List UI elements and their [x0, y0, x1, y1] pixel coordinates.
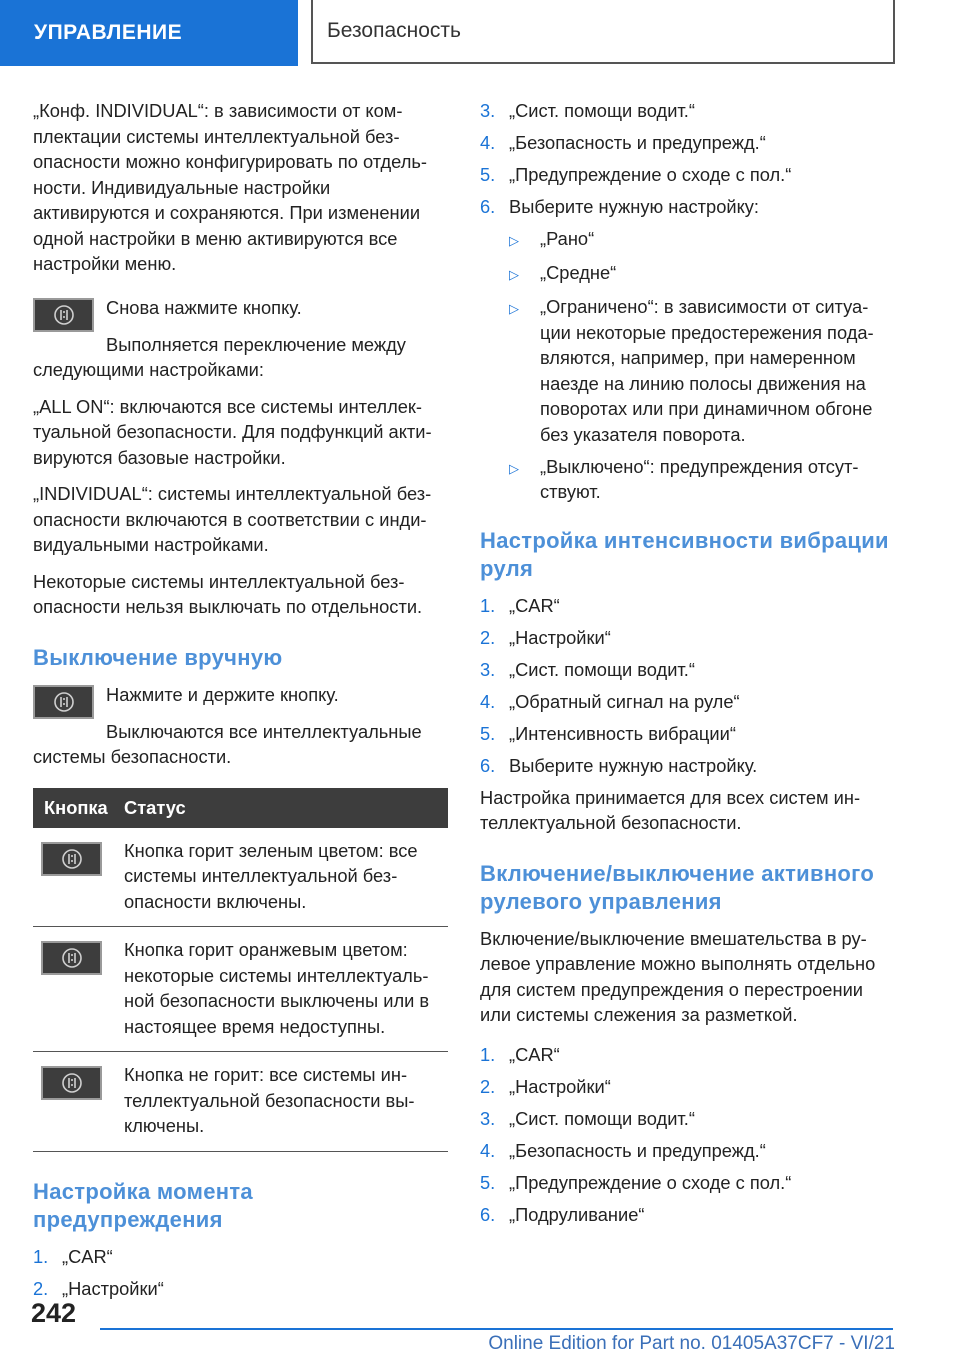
list-item: 2. „Настройки“	[480, 1075, 611, 1097]
triangle-bullet-icon: ▷	[509, 301, 519, 316]
bullet-item: ▷ „Средне“	[480, 260, 898, 288]
status-table	[33, 788, 448, 1152]
list-item: 1. „CAR“	[33, 1245, 113, 1267]
list-item: 3. „Сист. помощи водит.“	[480, 100, 695, 121]
list-item: 4. „Безопасность и предупрежд.“	[480, 1139, 766, 1161]
table-row	[33, 828, 448, 927]
right-column	[480, 98, 898, 1234]
list-item: 5. „Интенсивность вибрации“	[480, 722, 736, 744]
status-cell: Кнопка горит зеленым цветом: все системы интеллектуальной без-опасности включены.	[124, 828, 448, 927]
steering-heading: Включение/выключение активного рулевого управления	[480, 860, 875, 914]
list-item: 5. „Предупреждение о сходе с пол.“	[480, 1171, 792, 1193]
manual-off-heading: Выключение вручную	[33, 644, 283, 670]
list-item: 2. „Настройки“	[33, 1277, 164, 1299]
all-off-text: Выключаются все интеллектуальные системы безопасности.	[33, 720, 422, 767]
driver-assist-button-icon	[33, 685, 94, 719]
col-header-button: Кнопка	[33, 788, 124, 828]
chapter-header	[311, 0, 895, 64]
status-cell: Кнопка не горит: все системы ин-теллектуальной безопасности вы-ключены.	[124, 1052, 448, 1152]
edition-text: Online Edition for Part no. 01405A37CF7 - VI/21	[488, 1333, 895, 1354]
list-item: 6. „Подруливание“	[480, 1203, 645, 1225]
list-item: 4. „Безопасность и предупрежд.“	[480, 132, 766, 153]
table-header	[33, 788, 448, 828]
intro-paragraph: „Конф. INDIVIDUAL“: в зависимости от ком-плектации системы интеллектуальной без-опасности можно конфигурировать по отдель-ности. Индивидуальные настройки активируются и сохраняются. При изменении одной настройки в меню активируются все настройки меню.	[33, 100, 428, 274]
button-orange-icon	[41, 941, 102, 975]
bullet-item: ▷ „Выключено“: предупреждения отсут-ствуют.	[480, 454, 898, 505]
press-again-text: Снова нажмите кнопку.	[106, 296, 302, 318]
triangle-bullet-icon: ▷	[509, 233, 519, 248]
col-header-status: Статус	[124, 788, 448, 828]
footer-divider	[100, 1328, 893, 1330]
list-item: 1. „CAR“	[480, 594, 560, 616]
triangle-bullet-icon: ▷	[509, 460, 519, 476]
list-item: 5. „Предупреждение о сходе с пол.“	[480, 164, 792, 185]
page-number: 242	[31, 1298, 77, 1328]
press-hold-row	[33, 682, 448, 719]
chapter-title: Безопасность	[327, 19, 461, 42]
button-off-icon	[41, 1066, 102, 1100]
list-item: 4. „Обратный сигнал на руле“	[480, 690, 740, 712]
press-hold-text: Нажмите и держите кнопку.	[106, 683, 339, 705]
list-item: 2. „Настройки“	[480, 626, 611, 648]
steering-desc: Включение/выключение вмешательства в ру-левое управление можно выполнять отдельно для систем предупреждения о перестроении или системы слежения за разметкой.	[480, 927, 876, 1025]
left-column	[33, 98, 448, 1308]
toggle-desc: Выполняется переключение между следующими настройками:	[33, 333, 406, 380]
table-row	[33, 1052, 448, 1152]
list-item: 3. „Сист. помощи водит.“	[480, 658, 695, 680]
timing-heading: Настройка момента предупреждения	[33, 1178, 253, 1232]
status-cell: Кнопка горит оранжевым цветом: некоторые системы интеллектуаль-ной безопасности выключены или в настоящее время недоступны.	[124, 927, 448, 1052]
driver-assist-button-icon	[33, 298, 94, 332]
note-paragraph: Некоторые системы интеллектуальной без-опасности нельзя выключать по отдельности.	[33, 570, 423, 617]
bullet-item: ▷ „Рано“	[480, 226, 898, 254]
bullet-item: ▷ „Ограничено“: в зависимости от ситуа-ции некоторые предостережения пода-вляются, например, при намеренном наезде на линию полосы движения на поворотах или при динамичном обгоне без указателя поворота.	[480, 294, 898, 447]
section-tab	[0, 0, 298, 66]
press-again-row	[33, 295, 448, 332]
list-item: 1. „CAR“	[480, 1043, 560, 1065]
table-row	[33, 927, 448, 1052]
list-item: 6. Выберите нужную настройку:	[480, 196, 760, 217]
all-on-paragraph: „ALL ON“: включаются все системы интеллек-туальной безопасности. Для подфункций акти-вируются базовые настройки.	[33, 395, 432, 468]
button-green-icon	[41, 842, 102, 876]
triangle-bullet-icon: ▷	[509, 267, 519, 282]
individual-paragraph: „INDIVIDUAL“: системы интеллектуальной без-опасности включаются в соответствии с инди-видуальными настройками.	[33, 483, 432, 555]
list-item: 3. „Сист. помощи водит.“	[480, 1107, 695, 1129]
list-item: 6. Выберите нужную настройку.	[480, 754, 758, 776]
vibration-note: Настройка принимается для всех систем ин-теллектуальной безопасности.	[480, 786, 861, 833]
section-title: УПРАВЛЕНИЕ	[34, 21, 183, 44]
vibration-heading: Настройка интенсивности вибрации руля	[480, 527, 889, 581]
